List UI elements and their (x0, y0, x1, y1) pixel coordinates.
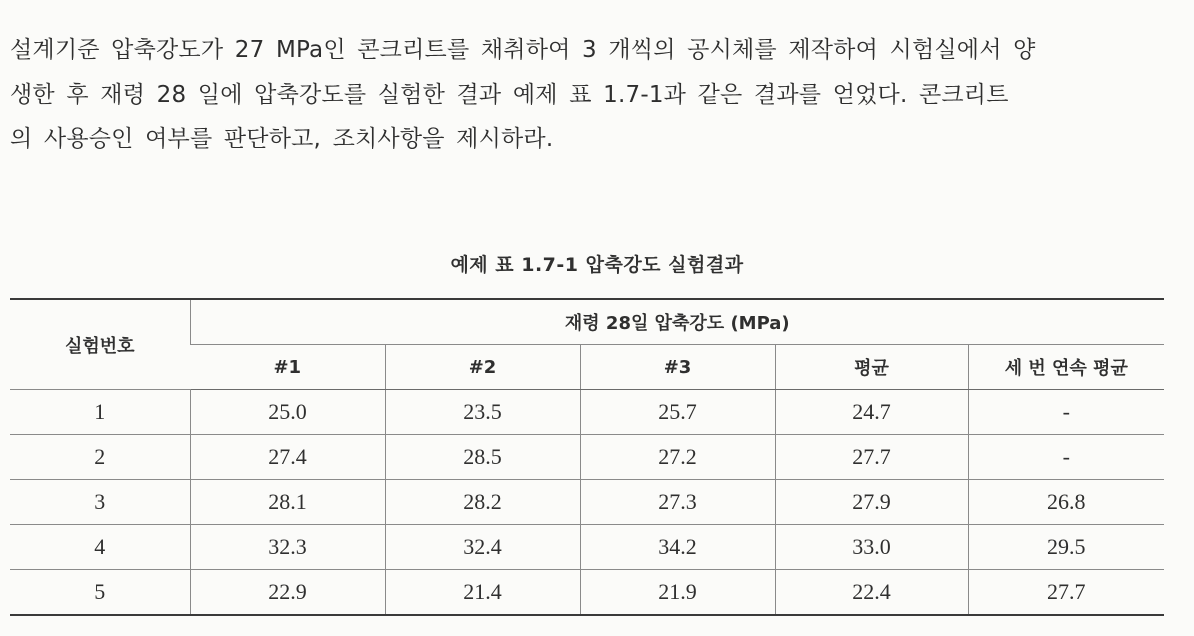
table-cell: 21.4 (385, 570, 580, 616)
table-cell: 33.0 (775, 525, 968, 570)
column-header: #2 (385, 345, 580, 390)
table-cell: 27.7 (775, 435, 968, 480)
table-cell: - (968, 390, 1164, 435)
table-cell: 26.8 (968, 480, 1164, 525)
strength-group-header: 재령 28일 압축강도 (MPa) (190, 299, 1164, 345)
table-cell: 29.5 (968, 525, 1164, 570)
table-cell: 24.7 (775, 390, 968, 435)
table-cell: - (968, 435, 1164, 480)
table-cell: 21.9 (580, 570, 775, 616)
column-header: #3 (580, 345, 775, 390)
header-row-group (10, 299, 1164, 345)
column-header: 평균 (775, 345, 968, 390)
compressive-strength-table (10, 298, 1164, 616)
table-cell: 4 (10, 525, 190, 570)
test-number-header: 실험번호 (10, 299, 190, 390)
table-row (10, 480, 1164, 525)
table-cell: 25.0 (190, 390, 385, 435)
table-cell: 3 (10, 480, 190, 525)
table-caption: 예제 표 1.7-1 압축강도 실험결과 (450, 254, 744, 276)
column-header: #1 (190, 345, 385, 390)
table-cell: 27.2 (580, 435, 775, 480)
table-cell: 28.1 (190, 480, 385, 525)
problem-line: 생한 후 재령 28 일에 압축강도를 실험한 결과 예제 표 1.7-1과 같은 결과를 얻었다. 콘크리트 (10, 81, 1009, 108)
table-cell: 32.3 (190, 525, 385, 570)
table-cell: 32.4 (385, 525, 580, 570)
table-cell: 22.4 (775, 570, 968, 616)
table-cell: 1 (10, 390, 190, 435)
table-row (10, 525, 1164, 570)
table-cell: 27.4 (190, 435, 385, 480)
table-row (10, 435, 1164, 480)
column-header: 세 번 연속 평균 (968, 345, 1164, 390)
table-cell: 22.9 (190, 570, 385, 616)
table-row (10, 390, 1164, 435)
table-cell: 27.7 (968, 570, 1164, 616)
problem-line: 설계기준 압축강도가 27 MPa인 콘크리트를 채취하여 3 개씩의 공시체를 제작하여 시험실에서 양 (10, 37, 1036, 63)
problem-statement (10, 28, 1170, 162)
problem-line: 의 사용승인 여부를 판단하고, 조치사항을 제시하라. (10, 126, 554, 152)
table-cell: 27.3 (580, 480, 775, 525)
table-cell: 28.2 (385, 480, 580, 525)
table-row (10, 570, 1164, 616)
table-cell: 28.5 (385, 435, 580, 480)
table-cell: 25.7 (580, 390, 775, 435)
table-cell: 27.9 (775, 480, 968, 525)
table-cell: 2 (10, 435, 190, 480)
table-cell: 34.2 (580, 525, 775, 570)
table-cell: 23.5 (385, 390, 580, 435)
table-cell: 5 (10, 570, 190, 616)
